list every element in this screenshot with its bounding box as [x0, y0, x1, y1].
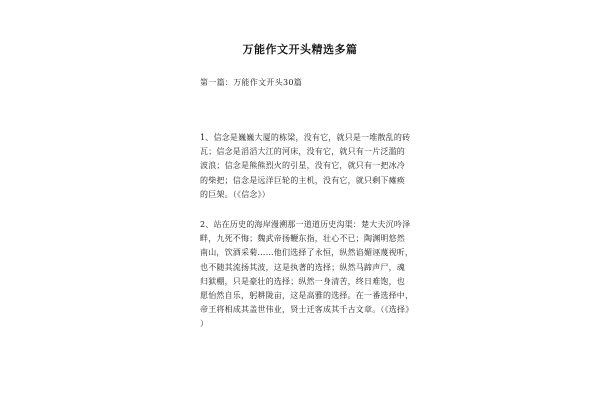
paragraph-line: 归狱棚，只是豪壮的选择；纵然一身清苦，终日难饱，也: [200, 276, 405, 286]
paragraph-line: 的巨架。（《信念》）: [200, 189, 270, 199]
section-heading: 第一篇：万能作文开头30篇: [200, 78, 303, 87]
paragraph-line: 波浪；信念是熊熊烈火的引星，没有它，就只有一把冰冷: [200, 161, 405, 171]
paragraph-line: 南山，饮酒采菊……他们选择了永恒，纵然谄媚诬蔑视听，: [200, 248, 414, 258]
paragraph-line: 也不随其流扬其波，这是执著的选择；纵然马蹄声尸，魂: [200, 262, 405, 272]
paragraph-line: 愿怡然自乐，躬耕陇亩，这是高雅的选择。在一番选择中，: [200, 291, 414, 301]
paragraph-line: 畔，九死不悔；魏武帝扬鞭东指，壮心不已；陶渊明悠然: [200, 234, 405, 244]
paragraph-line: ）: [200, 319, 209, 329]
paragraph-1: [200, 131, 410, 202]
paragraph-line: 2、站在历史的海岸漫溯那一道道历史沟渠：楚大夫沉吟泽: [200, 220, 411, 229]
paragraph-2: [200, 218, 414, 332]
paragraph-line: 帝王将相成其盖世伟业，贤士迁客成其千古文章。（《选择》: [200, 305, 414, 315]
page-title: 万能作文开头精选多篇: [242, 43, 358, 56]
paragraph-line: 瓦；信念是滔滔大江的河床，没有它，就只有一片泛滥的: [200, 147, 405, 157]
paragraph-line: 1、信念是巍巍大厦的栋梁，没有它，就只是一堆散乱的砖: [200, 133, 411, 142]
paragraph-line: 的柴把；信念是远洋巨轮的主机，没有它，就只剩下瘫痪: [200, 175, 405, 185]
